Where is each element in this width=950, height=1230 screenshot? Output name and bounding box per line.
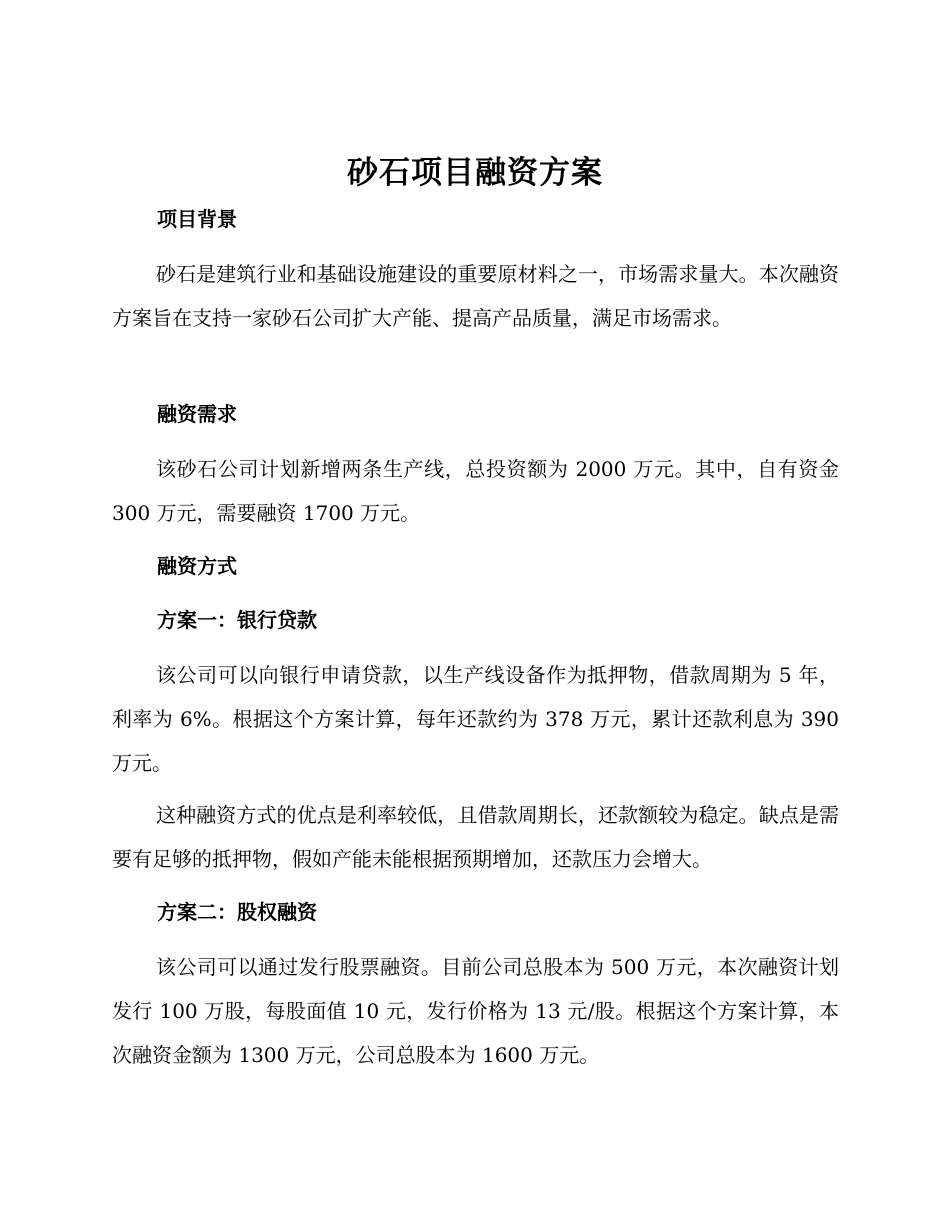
paragraph-background: 砂石是建筑行业和基础设施建设的重要原材料之一，市场需求量大。本次融资方案旨在支持一家砂石公司扩大产能、提高产品质量，满足市场需求。 [112,262,839,330]
paragraph-plan-one-details: 该公司可以向银行申请贷款，以生产线设备作为抵押物，借款周期为 5 年，利率为 6%。根据这个方案计算，每年还款约为 378 万元，累计还款利息为 390 万元。 [112,663,839,775]
section-heading-plan-one: 方案一：银行贷款 [157,608,317,632]
section-heading-plan-two: 方案二：股权融资 [157,900,317,924]
paragraph-plan-two-details: 该公司可以通过发行股票融资。目前公司总股本为 500 万元，本次融资计划发行 100 万股，每股面值 10 元，发行价格为 13 元/股。根据这个方案计算，本次融资金额为 1300 万元，公司总股本为 1600 万元。 [112,955,839,1067]
section-heading-financing-methods: 融资方式 [157,554,237,578]
section-heading-financing-need: 融资需求 [157,402,237,426]
section-heading-background: 项目背景 [157,207,237,231]
paragraph-plan-one-pros-cons: 这种融资方式的优点是利率较低，且借款周期长，还款额较为稳定。缺点是需要有足够的抵押物，假如产能未能根据预期增加，还款压力会增大。 [112,803,839,871]
paragraph-financing-need: 该砂石公司计划新增两条生产线，总投资额为 2000 万元。其中，自有资金 300 万元，需要融资 1700 万元。 [112,457,839,525]
document-title: 砂石项目融资方案 [347,155,603,191]
